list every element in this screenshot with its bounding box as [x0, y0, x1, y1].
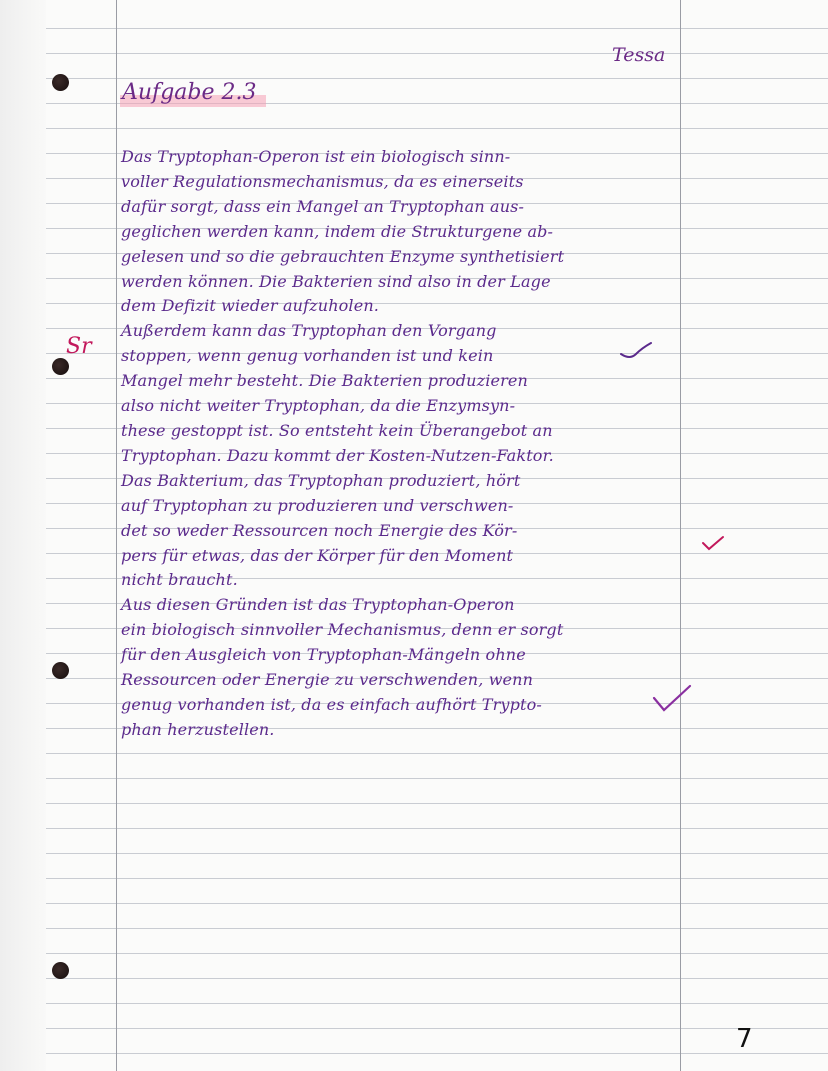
text-line: det so weder Ressourcen noch Energie des Kör- [121, 520, 518, 540]
text-line: werden können. Die Bakterien sind also in der Lage [121, 271, 551, 291]
punch-hole [52, 962, 69, 979]
handwritten-answer [121, 145, 699, 743]
text-line: Das Bakterium, das Tryptophan produziert, hört [121, 470, 521, 490]
check-mark-icon [650, 682, 694, 716]
author-name: Tessa [612, 44, 666, 66]
text-line: Das Tryptophan-Operon ist ein biologisch sinn- [121, 147, 511, 166]
task-heading: Aufgabe 2.3 [120, 80, 266, 107]
text-line: dafür sorgt, dass ein Mangel an Tryptophan aus- [121, 196, 525, 216]
check-mark-icon [700, 533, 726, 553]
text-line: Aus diesen Gründen ist das Tryptophan-Operon [121, 595, 515, 615]
text-line: also nicht weiter Tryptophan, da die Enzymsyn- [121, 396, 516, 416]
text-line: nicht braucht. [121, 570, 238, 590]
text-line: voller Regulationsmechanismus, da es einerseits [121, 171, 524, 191]
check-mark-icon [618, 340, 654, 364]
text-line: dem Defizit wieder aufzuholen. [121, 296, 380, 316]
text-line: Mangel mehr besteht. Die Bakterien produzieren [121, 371, 528, 391]
text-line: geglichen werden kann, indem die Strukturgene ab- [121, 221, 554, 241]
punch-hole [52, 662, 69, 679]
text-line: Ressourcen oder Energie zu verschwenden, wenn [121, 670, 534, 690]
text-line: stoppen, wenn genug vorhanden ist und kein [121, 346, 494, 366]
punch-hole [52, 74, 69, 91]
text-line: gelesen und so die gebrauchten Enzyme synthetisiert [121, 246, 565, 266]
text-line: ein biologisch sinnvoller Mechanismus, denn er sorgt [121, 620, 564, 640]
margin-correction-mark: Sr [66, 334, 92, 359]
page-number: 7 [736, 1024, 753, 1054]
text-line: auf Tryptophan zu produzieren und verschwen- [121, 495, 514, 515]
text-line: phan herzustellen. [121, 719, 275, 739]
text-line: pers für etwas, das der Körper für den Moment [121, 545, 514, 565]
text-line: Tryptophan. Dazu kommt der Kosten-Nutzen-Faktor. [121, 445, 554, 465]
text-line: Außerdem kann das Tryptophan den Vorgang [121, 321, 497, 341]
text-line: für den Ausgleich von Tryptophan-Mängeln ohne [121, 645, 526, 665]
page-edge-shadow [0, 0, 46, 1071]
text-line: these gestoppt ist. So entsteht kein Überangebot an [121, 420, 553, 440]
punch-hole [52, 358, 69, 375]
left-margin-line [116, 0, 117, 1071]
text-line: genug vorhanden ist, da es einfach aufhört Trypto- [121, 694, 542, 714]
